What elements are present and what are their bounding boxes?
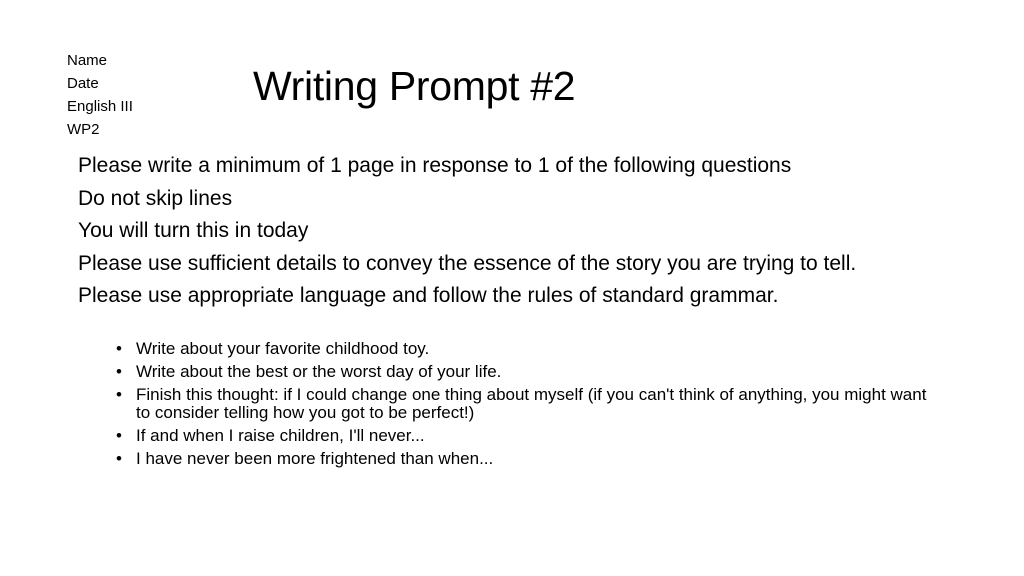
assignment-code-line: WP2 xyxy=(67,121,100,138)
student-info-block xyxy=(67,49,133,141)
prompt-text: I have never been more frightened than when... xyxy=(136,448,494,468)
instruction-item: Do not skip lines xyxy=(78,186,233,210)
bullet-icon: • xyxy=(116,339,122,358)
instruction-item: You will turn this in today xyxy=(78,219,309,242)
prompt-item xyxy=(116,386,936,421)
date-line: Date xyxy=(67,75,99,92)
bullet-icon: • xyxy=(116,362,122,381)
slide-title: Writing Prompt #2 xyxy=(253,63,576,109)
bullet-icon: • xyxy=(116,385,122,404)
prompt-list xyxy=(116,340,936,473)
instructions-list xyxy=(78,150,856,313)
prompt-item xyxy=(116,427,936,445)
prompt-item xyxy=(116,363,936,381)
prompt-text: Write about the best or the worst day of your life. xyxy=(136,362,502,381)
prompt-text: Finish this thought: if I could change one thing about myself (if you can't think of anything, you might want to consider telling how you got to be perfect!) xyxy=(136,385,927,422)
course-line: English III xyxy=(67,98,133,115)
instruction-item: Please write a minimum of 1 page in response to 1 of the following questions xyxy=(78,154,792,177)
instruction-item: Please use appropriate language and follow the rules of standard grammar. xyxy=(78,284,779,307)
bullet-icon: • xyxy=(116,425,122,445)
bullet-icon: • xyxy=(116,448,122,468)
instruction-item: Please use sufficient details to convey the essence of the story you are trying to tell. xyxy=(78,251,857,275)
prompt-item xyxy=(116,450,936,468)
name-line: Name xyxy=(67,52,108,69)
prompt-text: If and when I raise children, I'll never... xyxy=(136,425,425,445)
prompt-text: Write about your favorite childhood toy. xyxy=(136,339,430,358)
prompt-item xyxy=(116,340,936,358)
